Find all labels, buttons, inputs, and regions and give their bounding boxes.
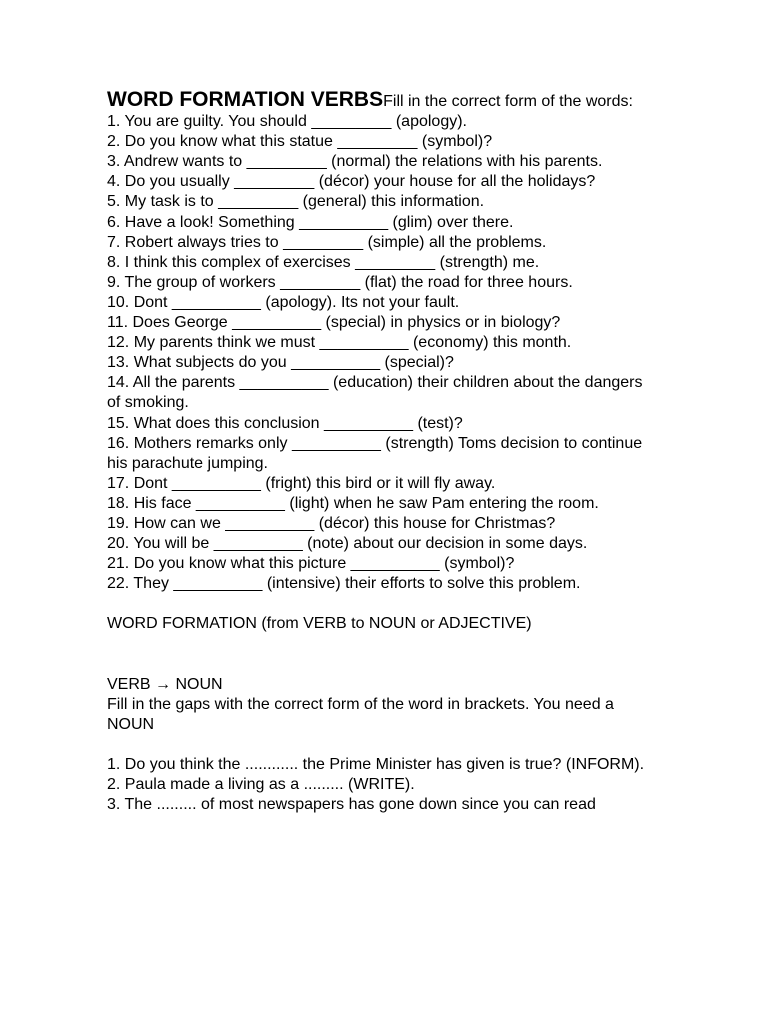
exercise-1-list: [107, 112, 647, 594]
exercise-item: 2. Paula made a living as a ......... (WRITE).: [107, 776, 415, 794]
spacer: [107, 635, 647, 655]
exercise-item: 21. Do you know what this picture __________ (symbol)?: [107, 555, 515, 573]
exercise-item: 10. Dont __________ (apology). Its not your fault.: [107, 293, 460, 311]
document-title: WORD FORMATION VERBS: [107, 88, 384, 111]
title-line: [107, 90, 647, 112]
section-2-heading: WORD FORMATION (from VERB to NOUN or ADJECTIVE): [107, 615, 532, 633]
exercise-item: 8. I think this complex of exercises _________ (strength) me.: [107, 253, 540, 271]
section-2-instruction: Fill in the gaps with the correct form of the word in brackets. You need a NOUN: [107, 695, 614, 733]
document-page: [107, 90, 647, 815]
exercise-item: 12. My parents think we must __________ (economy) this month.: [107, 334, 572, 352]
exercise-item: 18. His face __________ (light) when he saw Pam entering the room.: [107, 494, 599, 512]
exercise-item: 13. What subjects do you __________ (special)?: [107, 354, 454, 372]
exercise-item: 15. What does this conclusion __________ (test)?: [107, 414, 463, 432]
exercise-item: 7. Robert always tries to _________ (simple) all the problems.: [107, 233, 547, 251]
exercise-item: 3. Andrew wants to _________ (normal) the relations with his parents.: [107, 153, 603, 171]
exercise-item: 4. Do you usually _________ (décor) your house for all the holidays?: [107, 173, 596, 191]
exercise-item: his parachute jumping.: [107, 454, 268, 472]
exercise-item: 2. Do you know what this statue _________ (symbol)?: [107, 133, 493, 151]
exercise-item: 1. Do you think the ............ the Prime Minister has given is true? (INFORM).: [107, 756, 645, 774]
exercise-item: 19. How can we __________ (décor) this house for Christmas?: [107, 514, 556, 532]
exercise-item: 1. You are guilty. You should _________ (apology).: [107, 113, 467, 131]
exercise-item: 20. You will be __________ (note) about our decision in some days.: [107, 535, 588, 553]
section-2-subheading: VERB → NOUN: [107, 675, 223, 693]
exercise-item: 3. The ......... of most newspapers has gone down since you can read: [107, 796, 596, 814]
exercise-item: 17. Dont __________ (fright) this bird or it will fly away.: [107, 474, 496, 492]
exercise-item: 16. Mothers remarks only __________ (strength) Toms decision to continue: [107, 434, 643, 452]
spacer: [107, 594, 647, 614]
exercise-item: 6. Have a look! Something __________ (glim) over there.: [107, 213, 514, 231]
exercise-item: 14. All the parents __________ (education) their children about the dangers of smoking.: [107, 374, 643, 412]
exercise-item: 22. They __________ (intensive) their efforts to solve this problem.: [107, 575, 581, 593]
exercise-2-list: [107, 755, 647, 815]
exercise-item: 9. The group of workers _________ (flat) the road for three hours.: [107, 273, 573, 291]
spacer: [107, 735, 647, 755]
spacer: [107, 655, 647, 675]
exercise-item: 5. My task is to _________ (general) this information.: [107, 193, 485, 211]
title-instruction: Fill in the correct form of the words:: [383, 93, 633, 110]
exercise-item: 11. Does George __________ (special) in physics or in biology?: [107, 314, 561, 332]
